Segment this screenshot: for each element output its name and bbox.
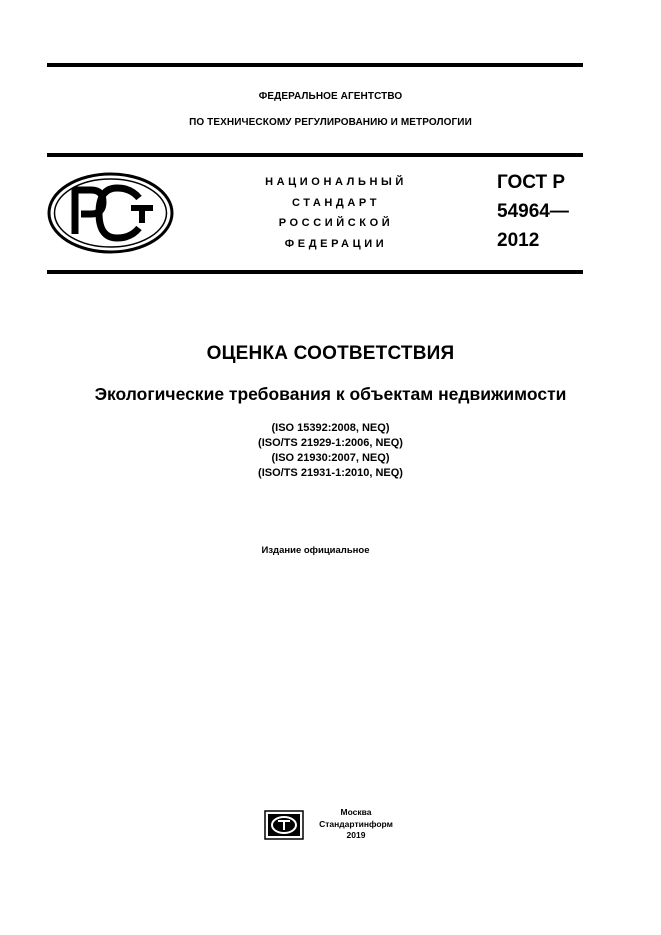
standard-type-line: РОССИЙСКОЙ (278, 217, 394, 229)
publisher-name: Стандартинформ (319, 818, 393, 829)
standard-type-line: СТАНДАРТ (291, 196, 381, 209)
iso-references (0, 421, 661, 481)
standartinform-logo-icon (264, 810, 304, 840)
top-rule (47, 63, 583, 67)
iso-reference: (ISO/TS 21931-1:2010, NEQ) (258, 467, 403, 479)
bottom-rule (47, 270, 583, 274)
middle-rule (47, 153, 583, 157)
publisher-imprint (312, 807, 400, 842)
agency-name-line1: ФЕДЕРАЛЬНОЕ АГЕНТСТВО (258, 91, 403, 102)
edition-note: Издание официальное (261, 545, 370, 556)
document-subtitle: Экологические требования к объектам недвижимости (94, 384, 567, 404)
designation-line: 2012 (497, 230, 540, 251)
document-title: ОЦЕНКА СООТВЕТСТВИЯ (206, 343, 455, 364)
publication-year: 2019 (346, 830, 366, 840)
standard-type-line: ФЕДЕРАЦИИ (284, 237, 388, 250)
iso-reference: (ISO 15392:2008, NEQ) (271, 422, 390, 434)
designation-line: 54964— (497, 201, 569, 222)
rst-emblem-icon (47, 172, 174, 254)
iso-reference: (ISO 21930:2007, NEQ) (271, 452, 390, 464)
standard-designation (497, 168, 569, 255)
standard-type-line: НАЦИОНАЛЬНЫЙ (265, 176, 407, 188)
agency-name-line2: ПО ТЕХНИЧЕСКОМУ РЕГУЛИРОВАНИЮ И МЕТРОЛОГИИ (189, 117, 472, 128)
publisher-city: Москва (340, 807, 372, 817)
designation-line: ГОСТ Р (497, 172, 566, 193)
standard-type-block (244, 172, 428, 254)
iso-reference: (ISO/TS 21929-1:2006, NEQ) (258, 437, 403, 449)
